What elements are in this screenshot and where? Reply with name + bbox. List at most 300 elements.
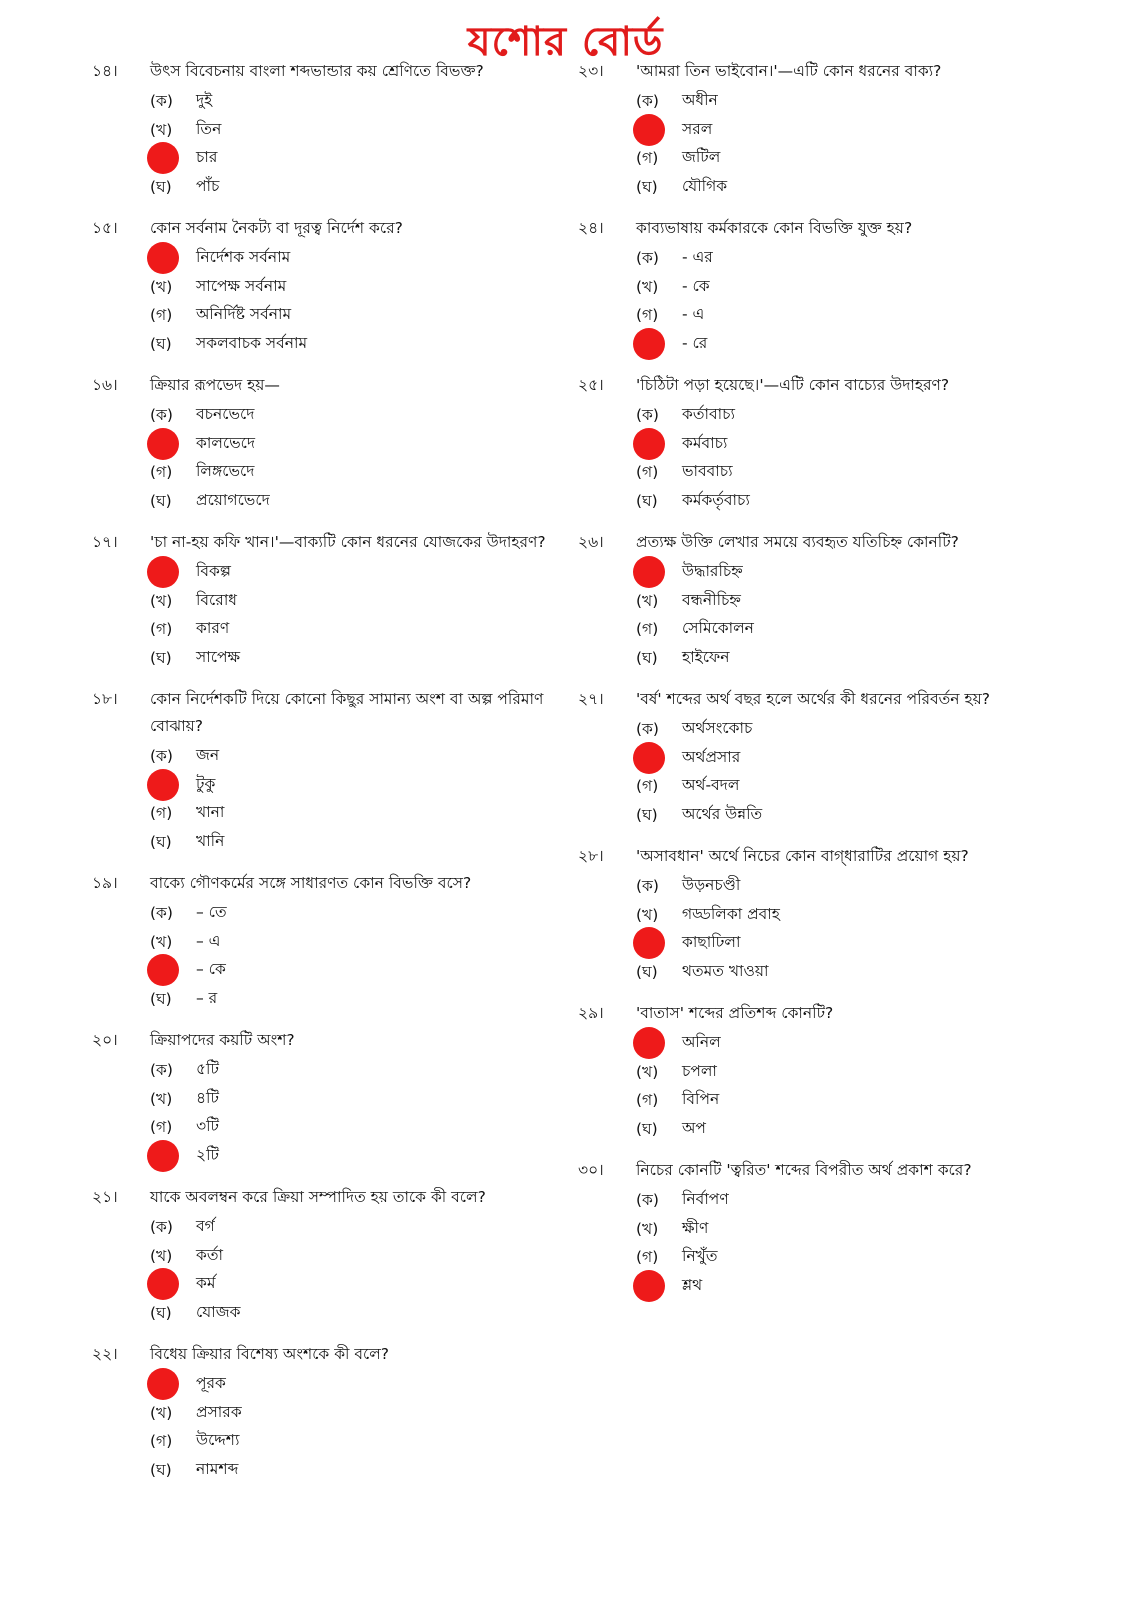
option-label: [150, 771, 196, 799]
left-column: [92, 58, 562, 1498]
question: [92, 372, 562, 515]
option-letter: (খ): [150, 932, 173, 951]
question-line: [92, 1184, 562, 1211]
question-text: 'অসাবধান' অর্থে নিচের কোন বাগ্‌ধারাটির প্রয়োগ হয়?: [636, 847, 969, 865]
option-text: – কে: [196, 960, 226, 979]
option-list: [636, 558, 1018, 672]
option-text: কর্তাবাচ্য: [682, 405, 735, 424]
option-text: অনিল: [682, 1033, 721, 1052]
question-line: [578, 215, 1018, 242]
question-number: ২৮।: [578, 847, 604, 865]
option-label: [150, 644, 196, 672]
question-number: ২১।: [92, 1188, 118, 1206]
option-label: [636, 715, 682, 743]
option-letter: (ক): [636, 249, 659, 268]
answer-dot-icon: [147, 769, 179, 801]
question-number: ১৫।: [92, 219, 118, 237]
option-label: [636, 430, 682, 458]
answer-dot-icon: [147, 1140, 179, 1172]
option-label: [636, 772, 682, 800]
option-letter: (গ): [150, 1432, 173, 1451]
option-label: [150, 1370, 196, 1398]
option-label: [150, 116, 196, 144]
option-text: যৌগিক: [682, 176, 728, 195]
question-line: [92, 870, 562, 897]
option-text: চার: [196, 148, 218, 167]
option-letter: (ক): [636, 92, 659, 111]
option: [636, 430, 1018, 459]
option-letter: (গ): [636, 777, 659, 796]
option-letter: (ঘ): [150, 334, 172, 353]
option-label: [150, 899, 196, 927]
option: [636, 901, 1018, 930]
question-number: ২০।: [92, 1031, 118, 1049]
option-letter: (ক): [150, 904, 173, 923]
option-label: [150, 956, 196, 984]
option: [150, 401, 562, 430]
option-text: ৪টি: [196, 1088, 219, 1107]
option-letter: (খ): [150, 1089, 173, 1108]
option-text: ৩টি: [196, 1117, 219, 1136]
option: [636, 744, 1018, 773]
answer-dot-icon: [633, 428, 665, 460]
option-text: কর্তা: [196, 1245, 223, 1264]
option-label: [636, 1058, 682, 1086]
question-text: ক্রিয়ার রূপভেদ হয়—: [150, 376, 280, 394]
question-text: 'বর্ষ' শব্দের অর্থ বছর হলে অর্থের কী ধরনের পরিবর্তন হয়?: [636, 690, 990, 708]
question-line: [92, 1341, 562, 1368]
question-text: প্রত্যক্ষ উক্তি লেখার সময়ে ব্যবহৃত যতিচিহ্ন কোনটি?: [636, 533, 959, 551]
option-text: নির্বাপণ: [682, 1190, 729, 1209]
answer-dot-icon: [633, 556, 665, 588]
option: [150, 1056, 562, 1085]
option-letter: (খ): [636, 277, 659, 296]
option-text: টুকু: [196, 774, 216, 793]
option-label: [636, 744, 682, 772]
option: [150, 587, 562, 616]
option-label: [636, 458, 682, 486]
option: [150, 615, 562, 644]
option-text: - রে: [682, 333, 708, 352]
question: [92, 529, 562, 672]
question: [578, 1000, 1018, 1143]
option-letter: (ঘ): [636, 491, 658, 510]
option: [636, 558, 1018, 587]
option-letter: (ক): [150, 1218, 173, 1237]
option-label: [150, 1399, 196, 1427]
option-text: - কে: [682, 276, 710, 295]
question-line: [92, 372, 562, 399]
option: [150, 771, 562, 800]
option-label: [150, 928, 196, 956]
option-text: সেমিকোলন: [682, 619, 754, 638]
option-text: কারণ: [196, 619, 230, 638]
option: [636, 1115, 1018, 1144]
question: [578, 372, 1018, 515]
question: [92, 870, 562, 1013]
option-letter: (খ): [150, 120, 173, 139]
option: [150, 828, 562, 857]
question-number: ১৭।: [92, 533, 118, 551]
option: [150, 1213, 562, 1242]
option-label: [636, 558, 682, 586]
question-line: [578, 58, 1018, 85]
option-text: কর্ম: [196, 1274, 216, 1293]
option-label: [150, 587, 196, 615]
option-text: যোজক: [196, 1302, 241, 1321]
option: [150, 742, 562, 771]
option-text: ২টি: [196, 1145, 219, 1164]
option-label: [636, 901, 682, 929]
question-line: [92, 686, 562, 740]
option: [636, 458, 1018, 487]
answer-dot-icon: [633, 1027, 665, 1059]
option-letter: (ক): [150, 92, 173, 111]
option-label: [636, 401, 682, 429]
option-label: [636, 173, 682, 201]
option-text: বর্গ: [196, 1217, 215, 1236]
option-text: - এর: [682, 248, 713, 267]
question: [578, 686, 1018, 829]
option-label: [150, 173, 196, 201]
question: [92, 215, 562, 358]
option-letter: (খ): [636, 1062, 659, 1081]
question: [578, 843, 1018, 986]
option: [636, 273, 1018, 302]
answer-dot-icon: [633, 927, 665, 959]
option-letter: (ক): [150, 747, 173, 766]
question: [92, 1184, 562, 1327]
option: [150, 1113, 562, 1142]
option-text: লিঙ্গভেদে: [196, 462, 255, 481]
option-label: [150, 273, 196, 301]
option-text: সরল: [682, 119, 713, 138]
option-label: [636, 587, 682, 615]
option-letter: (গ): [636, 306, 659, 325]
option-label: [636, 929, 682, 957]
option-text: বন্ধনীচিহ্ন: [682, 590, 741, 609]
option-text: চপলা: [682, 1061, 717, 1080]
option-list: [636, 872, 1018, 986]
option-label: [150, 1427, 196, 1455]
option-list: [150, 899, 562, 1013]
option-list: [636, 1029, 1018, 1143]
option-list: [150, 401, 562, 515]
question-line: [578, 843, 1018, 870]
option-letter: (খ): [150, 277, 173, 296]
option-text: – এ: [196, 931, 221, 950]
question: [92, 58, 562, 201]
option-text: খানি: [196, 831, 225, 850]
option: [150, 487, 562, 516]
option: [636, 116, 1018, 145]
option-label: [636, 1115, 682, 1143]
option-letter: (খ): [150, 591, 173, 610]
option-text: খানা: [196, 803, 225, 822]
option-list: [150, 244, 562, 358]
question-text: কাব্যভাষায় কর্মকারকে কোন বিভক্তি যুক্ত হয়?: [636, 219, 913, 237]
option: [636, 87, 1018, 116]
question-number: ২৬।: [578, 533, 604, 551]
question-text: উৎস বিবেচনায় বাংলা শব্দভান্ডার কয় শ্রেণিতে বিভক্ত?: [150, 62, 484, 80]
option-text: সাপেক্ষ সর্বনাম: [196, 276, 287, 295]
question-text: যাকে অবলম্বন করে ক্রিয়া সম্পাদিত হয় তাকে কী বলে?: [150, 1188, 486, 1206]
option-label: [150, 430, 196, 458]
option: [636, 1215, 1018, 1244]
option-text: গড্ডলিকা প্রবাহ: [682, 904, 780, 923]
option: [636, 958, 1018, 987]
right-column: [578, 58, 1018, 1314]
option-label: [636, 301, 682, 329]
option-label: [150, 985, 196, 1013]
option-label: [150, 742, 196, 770]
option-label: [150, 487, 196, 515]
option-text: কাছাঢিলা: [682, 933, 741, 952]
option-label: [150, 458, 196, 486]
option-text: - এ: [682, 305, 705, 324]
option: [636, 401, 1018, 430]
option-text: হাইফেন: [682, 647, 730, 666]
option-text: সকলবাচক সর্বনাম: [196, 333, 308, 352]
option: [636, 587, 1018, 616]
option: [150, 558, 562, 587]
question-line: [578, 1157, 1018, 1184]
option-label: [150, 1213, 196, 1241]
option-letter: (ক): [636, 1191, 659, 1210]
question-text: নিচের কোনটি 'ত্বরিত' শব্দের বিপরীত অর্থ প্রকাশ করে?: [636, 1161, 972, 1179]
option: [636, 1058, 1018, 1087]
question-number: ১৮।: [92, 690, 118, 708]
option: [636, 487, 1018, 516]
option-label: [636, 1243, 682, 1271]
option-letter: (ঘ): [150, 491, 172, 510]
question-line: [578, 372, 1018, 399]
option: [636, 173, 1018, 202]
option-list: [636, 244, 1018, 358]
question-text: কোন নির্দেশকটি দিয়ে কোনো কিছুর সামান্য অংশ বা অল্প পরিমাণ বোঝায়?: [150, 690, 544, 735]
option: [150, 244, 562, 273]
question-text: বিধেয় ক্রিয়ার বিশেষ্য অংশকে কী বলে?: [150, 1345, 390, 1363]
option-label: [150, 1142, 196, 1170]
option: [636, 1186, 1018, 1215]
option: [150, 301, 562, 330]
page-title: যশোর বোর্ড: [467, 19, 664, 65]
answer-dot-icon: [633, 328, 665, 360]
option: [636, 615, 1018, 644]
option-label: [636, 87, 682, 115]
option-label: [150, 301, 196, 329]
option-list: [150, 558, 562, 672]
option: [150, 116, 562, 145]
question-line: [578, 686, 1018, 713]
option-text: নিখুঁত: [682, 1247, 718, 1266]
option: [150, 430, 562, 459]
option-text: শ্লথ: [682, 1275, 703, 1294]
option-letter: (গ): [150, 306, 173, 325]
option-text: অনির্দিষ্ট সর্বনাম: [196, 305, 292, 324]
option-label: [636, 144, 682, 172]
option-text: জটিল: [682, 148, 721, 167]
question: [92, 686, 562, 856]
question-line: [578, 529, 1018, 556]
question-number: ২৭।: [578, 690, 604, 708]
option-label: [636, 1272, 682, 1300]
question-number: ২৫।: [578, 376, 604, 394]
option-label: [150, 144, 196, 172]
question: [578, 215, 1018, 358]
option-letter: (ঘ): [636, 648, 658, 667]
option: [150, 1370, 562, 1399]
option-letter: (ঘ): [636, 1119, 658, 1138]
option-label: [150, 401, 196, 429]
question: [578, 58, 1018, 201]
option-letter: (ক): [636, 877, 659, 896]
question: [578, 529, 1018, 672]
option-label: [636, 615, 682, 643]
option-text: বিপিন: [682, 1090, 720, 1109]
option-letter: (গ): [636, 149, 659, 168]
question-number: ২৩।: [578, 62, 604, 80]
option-list: [150, 1056, 562, 1170]
option: [636, 715, 1018, 744]
option-text: জন: [196, 746, 220, 765]
option-letter: (খ): [150, 1246, 173, 1265]
option-label: [636, 1215, 682, 1243]
option: [150, 1456, 562, 1485]
option-label: [636, 1086, 682, 1114]
option-letter: (ঘ): [636, 805, 658, 824]
option: [636, 1243, 1018, 1272]
question-line: [92, 529, 562, 556]
answer-dot-icon: [633, 114, 665, 146]
answer-dot-icon: [147, 556, 179, 588]
option-label: [636, 1186, 682, 1214]
option: [150, 956, 562, 985]
option-text: – তে: [196, 903, 227, 922]
option-text: নির্দেশক সর্বনাম: [196, 248, 291, 267]
option-label: [636, 1029, 682, 1057]
option-text: থতমত খাওয়া: [682, 961, 769, 980]
option-text: সাপেক্ষ: [196, 647, 241, 666]
question-text: 'চিঠিটা পড়া হয়েছে।'—এটি কোন বাচ্যের উদাহরণ?: [636, 376, 950, 394]
option-text: প্রয়োগভেদে: [196, 490, 270, 509]
option-list: [636, 1186, 1018, 1300]
option-label: [636, 487, 682, 515]
option-label: [150, 1270, 196, 1298]
option: [150, 144, 562, 173]
option: [150, 173, 562, 202]
option-letter: (গ): [636, 463, 659, 482]
option-text: অপ: [682, 1118, 706, 1137]
answer-dot-icon: [147, 1268, 179, 1300]
question-number: ২২।: [92, 1345, 118, 1363]
answer-dot-icon: [633, 742, 665, 774]
question-number: ১৯।: [92, 874, 118, 892]
option-label: [636, 116, 682, 144]
option-letter: (ঘ): [636, 962, 658, 981]
option-text: ভাববাচ্য: [682, 462, 733, 481]
option: [150, 273, 562, 302]
option-label: [150, 244, 196, 272]
option-letter: (ঘ): [150, 648, 172, 667]
option: [636, 144, 1018, 173]
option-label: [150, 558, 196, 586]
option-text: অধীন: [682, 91, 718, 110]
option-label: [636, 872, 682, 900]
option: [150, 985, 562, 1014]
option-list: [636, 87, 1018, 201]
option-letter: (ঘ): [150, 1460, 172, 1479]
option-label: [150, 1056, 196, 1084]
option: [150, 644, 562, 673]
option-label: [150, 1085, 196, 1113]
option: [150, 87, 562, 116]
option-letter: (গ): [150, 1118, 173, 1137]
option: [150, 1085, 562, 1114]
answer-dot-icon: [147, 1368, 179, 1400]
question: [578, 1157, 1018, 1300]
option-letter: (ঘ): [150, 832, 172, 851]
option: [150, 1299, 562, 1328]
option: [150, 1242, 562, 1271]
option: [636, 301, 1018, 330]
question-number: ১৪।: [92, 62, 118, 80]
option-label: [150, 1113, 196, 1141]
option: [636, 1272, 1018, 1301]
option-text: উদ্দেশ্য: [196, 1431, 240, 1450]
option-letter: (ক): [150, 1061, 173, 1080]
option-text: তিন: [196, 119, 222, 138]
option-label: [636, 330, 682, 358]
option-letter: (গ): [636, 1091, 659, 1110]
option-text: অর্থ-বদল: [682, 776, 740, 795]
question-text: কোন সর্বনাম নৈকট্য বা দূরত্ব নির্দেশ করে?: [150, 219, 403, 237]
question-line: [92, 215, 562, 242]
option-list: [636, 715, 1018, 829]
option: [636, 872, 1018, 901]
option: [636, 929, 1018, 958]
option: [636, 244, 1018, 273]
option: [150, 799, 562, 828]
question-number: ১৬।: [92, 376, 118, 394]
option-letter: (ক): [636, 406, 659, 425]
option-list: [150, 1370, 562, 1484]
option: [150, 1142, 562, 1171]
question-text: 'আমরা তিন ভাইবোন।'—এটি কোন ধরনের বাক্য?: [636, 62, 942, 80]
question-number: ৩০।: [578, 1161, 604, 1179]
option-label: [150, 828, 196, 856]
question: [92, 1341, 562, 1484]
option-text: কর্মকর্তৃবাচ্য: [682, 490, 750, 509]
option-letter: (ঘ): [636, 177, 658, 196]
option-letter: (ঘ): [150, 989, 172, 1008]
option-text: – র: [196, 988, 218, 1007]
option-text: অর্থের উন্নতি: [682, 804, 763, 823]
option-text: দুই: [196, 91, 213, 110]
answer-dot-icon: [147, 142, 179, 174]
option: [150, 899, 562, 928]
option-text: উড়নচণ্ডী: [682, 876, 741, 895]
question: [92, 1027, 562, 1170]
option-letter: (ঘ): [150, 177, 172, 196]
question-number: ২৪।: [578, 219, 604, 237]
option: [150, 330, 562, 359]
option: [150, 1427, 562, 1456]
answer-dot-icon: [147, 954, 179, 986]
option-label: [150, 615, 196, 643]
option-letter: (খ): [636, 905, 659, 924]
option-label: [636, 244, 682, 272]
